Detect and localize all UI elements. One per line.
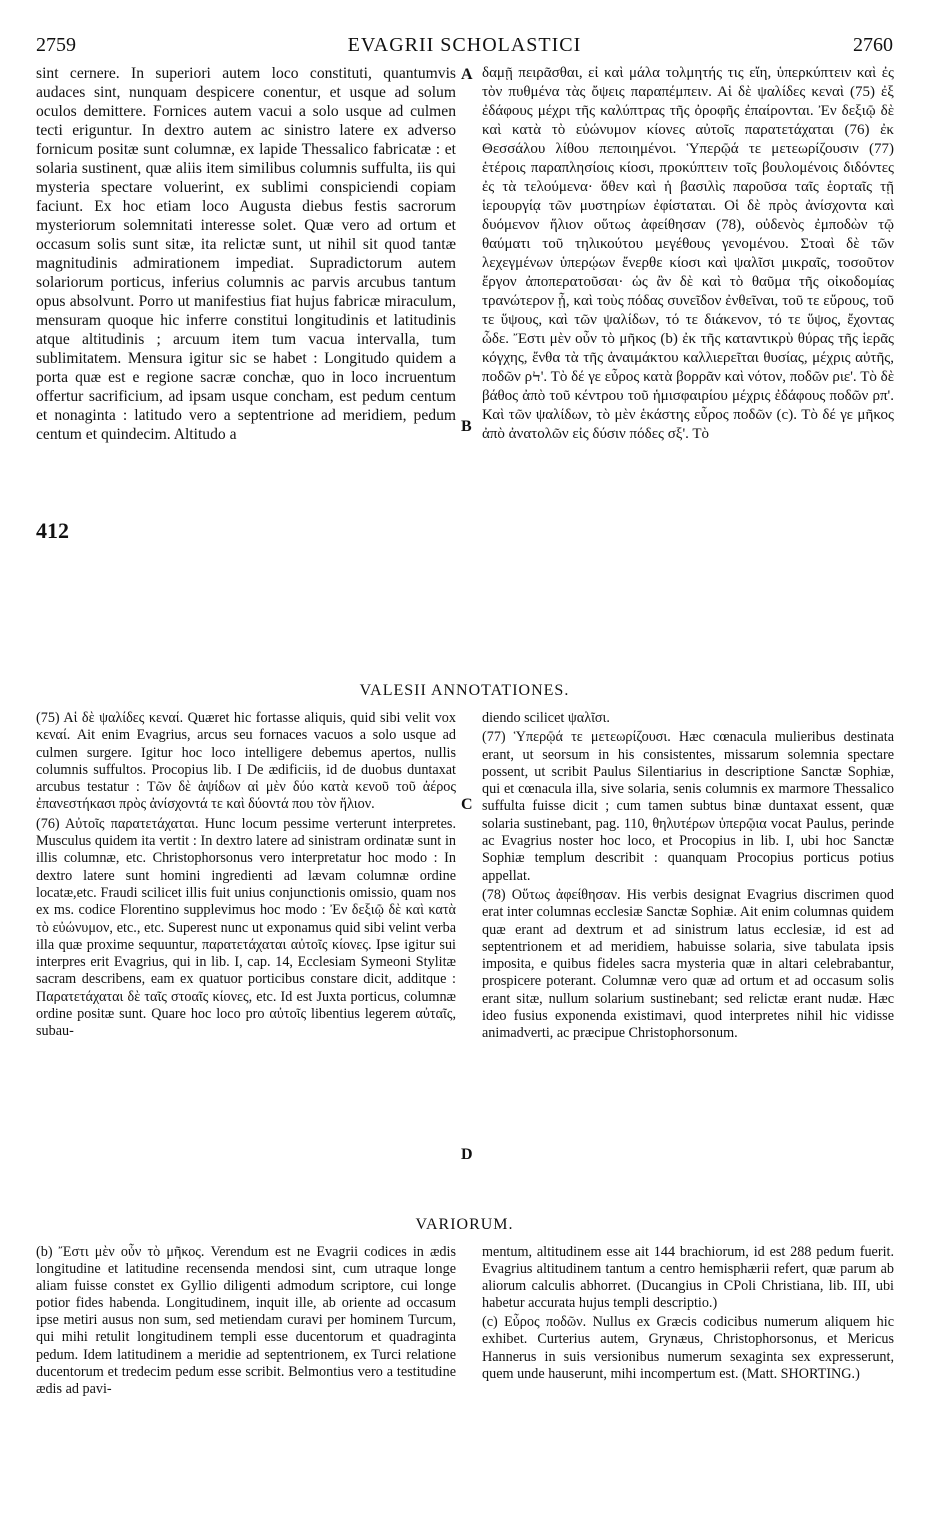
latin-text-column bbox=[36, 64, 456, 444]
note-b-continued: mentum, altitudinem esse ait 144 brachiorum, id est 288 pedum fuerit. Evagrius altitudinem tantum a centro hemisphærii refert, quæ parum ab aliorum calculis abhorret. (Ducangius in CPoli Christiana, lib. III, ubi habetur accurata hujus templi descriptio.) bbox=[482, 1244, 894, 1312]
column-number: 412 bbox=[36, 518, 73, 544]
valesii-notes-right bbox=[482, 710, 894, 1043]
running-header bbox=[36, 34, 893, 64]
note-78: (78) Οὕτως ἀφείθησαν. His verbis designat Evagrius discrimen quod erat inter columnas ecclesiæ Sanctæ Sophiæ. Ait enim columnas quidem quæ erant ad dextrum et ad sinistrum latus ecclesiæ, id est ad septentrionem et ad meridiem, habuisse solaria, sive tabulata ipsis imposita, e quibus fideles sacra mysteria quæ in altari celebrabantur, prospicere poterant. Columnæ vero quæ ad ortum et ad occasum solis erant sitæ, nullum solarium sustinebant; sed relictæ erant nudæ. Hæc ideo fusius exponenda existimavi, quod interpretes nihil hic vidisse animadverti, ac præcipue Christophorsonum. bbox=[482, 886, 894, 1042]
note-76: (76) Αὐτοῖς παρατετάχαται. Hunc locum pessime verterunt interpretes. Musculus quidem ita vertit : In dextro latere ad sinistram ordinatæ sunt in illis columnæ, etc. Christophorsonus vero interpretatur hoc modo : In dextro latere sunt homini ingredienti ad lævam columnæ ordine locatæ,etc. Fraudi scilicet illis fuit unius conjunctionis omissio, quam nos ex ms. codice Florentino supplevimus hoc modo : Ἐν δεξιῷ δὲ καὶ κατὰ τὸ εὐώνυμον, etc., etc. Superest nunc ut exponamus quid sibi velint verba illa quæ proxime sequuntur, παρατετάχαται αὐτοῖς κίονες. Ipse igitur sui interpres erit Evagrius, qui in lib. I, cap. 14, Ecclesiam Symeoni Stylitæ sacram describens, eam ex quatuor porticibus constare dicit, additque : Παρατετάχαται δὲ ταῖς στοαῖς κίονες, etc. Id est Juxta porticus, columnæ ordine positæ sunt. Quare hoc loco pro αὐτοῖς libentius legerem αὐταῖς, subau- bbox=[36, 815, 456, 1040]
greek-text: δαμῇ πειρᾶσθαι, εἰ καὶ μάλα τολμητής τις εἴη, ὑπερκύπτειν καὶ ἐς τὸν πυθμένα τὰς ὄψεις παραπέμπειν. Αἱ δὲ ψαλίδες κεναὶ (75) ἐξ ἐδάφους μέχρι τῆς καλύπτρας τῆς ὀροφῆς ἐπαίρονται. Ἐν δεξιῷ δὲ καὶ κατὰ τὸ εὐώνυμον κίονες αὐτοῖς παρατετάχαται (76) ἐκ Θεσσάλου λίθου πεποιημένοι. Ὑπερῷά τε μετεωρίζουσιν (77) ἑτέροις παραπλησίοις κίοσι, προκύπτειν τοῖς βουλομένοις διδόντες ἐς τὰ τελούμενα· ὅθεν καὶ ἡ βασιλὶς παροῦσα ταῖς ἑορταῖς τῇ ἱερουργίᾳ τῶν μυστηρίων ἐφίσταται. Οἱ δὲ πρὸς ἀνίσχοντα καὶ δυόμενον ἥλιον οὕτως ἀφείθησαν (78), οὐδενὸς ἐμποδὼν τῷ θαύματι τοῦ τηλικούτου μεγέθους γενομένου. Στοαὶ δὲ τῶν λεχεγμένων ὑπερῴων ἔνερθε κίοσι καὶ ψαλῖσι μικραῖς, τοσοῦτον ἔργον ἀποπερατοῦσαι· ὡς ἂν δὲ καὶ τὸ θαῦμα τῆς οἰκοδομίας τρανώτερον ᾖ, καὶ τοὺς πόδας συνεῖδον ἐνθεῖναι, τοῦ τε εὔρους, τοῦ τε ὕψους, καὶ τῶν ψαλίδων, τό τε διάκενον, τό τε ὕψος, ἔχοντας ὧδε. Ἔστι μὲν οὖν τὸ μῆκος (b) ἐκ τῆς καταντικρὺ θύρας τῆς ἱερᾶς κόγχης, ἔνθα τὰ τῆς ἀναιμάκτου καλλιερεῖται θυσίας, μέχρις αὐτῆς, ποδῶν ρϞ'. Τὸ δέ γε εὖρος κατὰ βορρᾶν καὶ νότον, ποδῶν ριε'. Τὸ δὲ βάθος ἀπὸ τοῦ κέντρου τοῦ ἡμισφαιρίου μέχρις ἐδάφους ποδῶν ρπ'. Καὶ τῶν ψαλίδων, τὸ μὲν ἑκάστης εὖρος ποδῶν (c). Τὸ δέ γε μῆκος ἀπὸ ἀνατολῶν εἰς δύσιν πόδες σξ'. Τὸ bbox=[482, 65, 894, 442]
margin-letter-b: B bbox=[461, 418, 472, 435]
note-77: (77) Ὑπερῷά τε μετεωρίζουσι. Hæc cœnacula mulieribus destinata erant, ut seorsum in his consistentes, missarum solemnia spectare possent, ut scribit Paulus Silentiarius in descriptione Sanctæ Sophiæ, qui et cœnacula illa, sive solaria, senis columnis ex marmore Thessalico suffulta fuisse dicit ; cum tamen subtus binæ duntaxat essent, quæ solaria sustinebant, pag. 110, θηλυτέρων ὑπερῷια vocat Paulus, perinde ac Evagrius noster hoc loco, et Procopius in lib. I, ubi hoc Sanctæ Sophiæ templum describit : quanquam Procopius porticus potius appellat. bbox=[482, 729, 894, 884]
margin-letter-c: C bbox=[461, 796, 473, 813]
note-c: (c) Εὖρος ποδῶν. Nullus ex Græcis codicibus numerum aliquem hic exhibet. Curterius autem, Grynæus, Christophorsonus, et Mericus Hannerus in suis versionibus numerum sexaginta sex expresserunt, quem unde hauserunt, mihi incompertum est. (Matt. SHORTING.) bbox=[482, 1314, 894, 1382]
margin-letter-a: A bbox=[461, 66, 473, 83]
right-page-number: 2760 bbox=[853, 34, 893, 56]
valesii-heading: VALESII ANNOTATIONES. bbox=[359, 682, 570, 699]
note-b: (b) Ἔστι μὲν οὖν τὸ μῆκος. Verendum est ne Evagrii codices in ædis longitudine et latitudine recensenda mendosi sint, cum utraque longe aliam fuisse constet ex Gyllio diligenti admodum scriptore, cui longe potior fides habenda. Longitudinem, inquit ille, ab oriente ad occasum ipse metiri ausus non sum, sed metiendam curavi per hominem Turcum, qui mihi retulit longitudinem templi esse ducentorum et quadraginta pedum. Idem latitudinem a meridie ad septentrionem, ex Turci relatione ducentorum et tredecim pedum esse scribit. Belmontius vero a testitudine ædis ad pavi- bbox=[36, 1244, 456, 1397]
variorum-notes-left bbox=[36, 1244, 456, 1398]
note-75: (75) Αἱ δὲ ψαλίδες κεναί. Quæret hic fortasse aliquis, quid sibi velit vox κεναί. Ait enim Evagrius, arcus seu fornaces vacuos a solo usque ad culmen surgere. Igitur hoc loco intelligere debemus apertos, nullis columnis suffultos. Procopius lib. I De ædificiis, id de duobus duntaxat arcubus testatur : Τῶν δὲ ἀψίδων αἱ μὲν δύο κατὰ κενοῦ τοῦ ἀέρος ἐπανεστήκασι πρὸς ἀνίσχοντά τε καὶ δύοντά που τὸν ἥλιον. bbox=[36, 710, 456, 813]
running-title: EVAGRII SCHOLASTICI bbox=[347, 34, 582, 56]
margin-letter-d: D bbox=[461, 1146, 473, 1163]
greek-text-column bbox=[482, 64, 894, 444]
note-76-continued: diendo scilicet ψαλῖσι. bbox=[482, 710, 610, 726]
variorum-heading: VARIORUM. bbox=[415, 1216, 514, 1233]
valesii-notes-left bbox=[36, 710, 456, 1041]
latin-text: sint cernere. In superiori autem loco constituti, quantumvis audaces sint, nunquam despicere conentur, et usque ad solum oculos demittere. Fornices autem vacui a solo usque ad culmen tecti eriguntur. In dextro autem ac sinistro latere ex adverso fornicum positæ sunt columnæ, ex lapide Thessalico fabricatæ : et solaria sustinent, quæ aliis item similibus columnis suffulta, iis qui mysteria spectare voluerint, ex sublimi conspiciendi copiam faciunt. Ex hoc etiam loco Augusta diebus festis sacrorum mysteriorum solemnitati interesse solet. Quæ vero ad ortum et occasum solis sunt sitæ, ita relictæ sunt, ut nihil sit quod tantæ magnitudinis admirationem impediat. Supradictorum autem solariorum porticus, inferius columnis ac parvis arcubus tantum opus absolvunt. Porro ut manifestius fiat hujus fabricæ miraculum, mensuram quoque hic inferre constitui longitudinis et latitudinis atque altitudinis ; arcuum item tum vacua intervalla, tum sublimitatem. Mensura igitur sic se habet : Longitudo quidem a porta quæ est e regione sacræ conchæ, quo in loco incruentum offertur sacrificium, ad ipsam usque concham, est pedum centum et nonaginta : latitudo vero a septentrione ad meridiem, pedum centum et quindecim. Altitudo a bbox=[36, 65, 456, 443]
variorum-notes-right bbox=[482, 1244, 894, 1383]
left-page-number: 2759 bbox=[36, 34, 76, 56]
